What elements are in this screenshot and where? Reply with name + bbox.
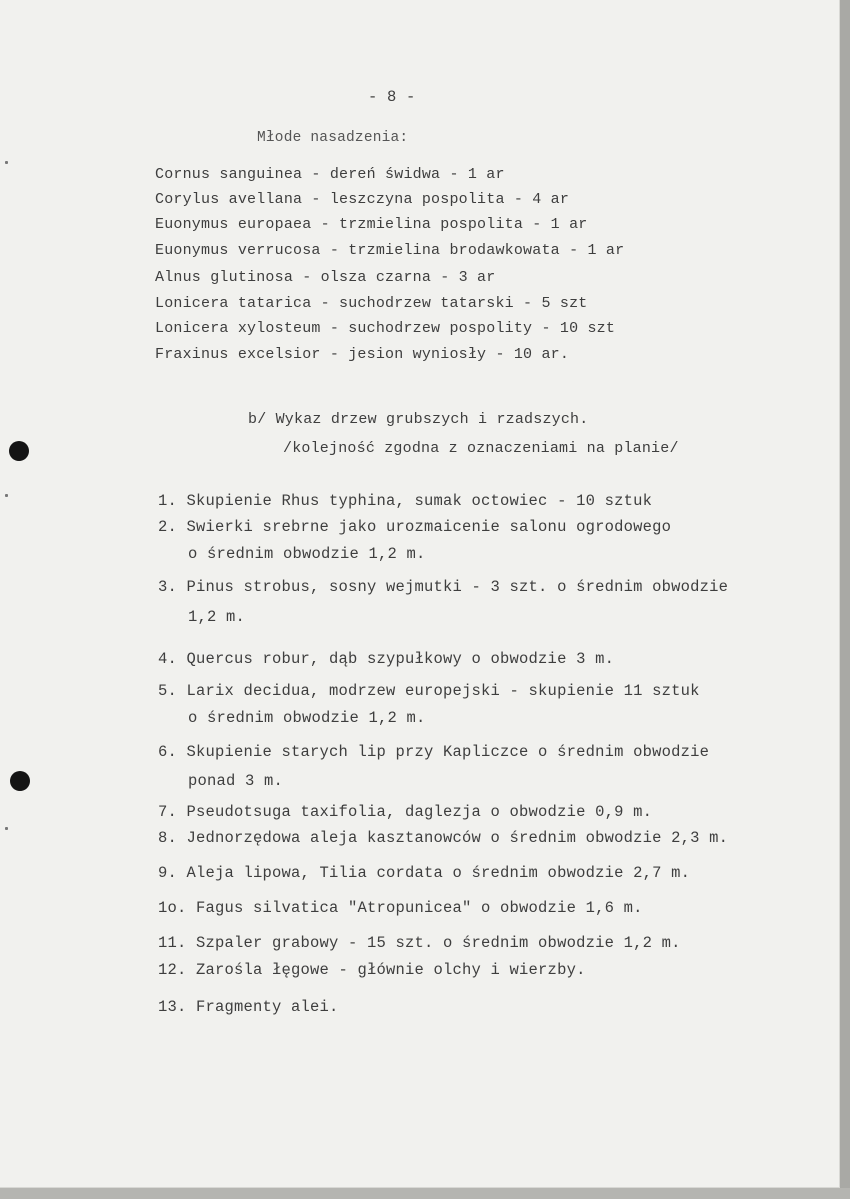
tree-item: 1o. Fagus silvatica "Atropunicea" o obwodzie 1,6 m. (158, 899, 643, 917)
paper-speck (5, 161, 8, 164)
subsection-heading: b/ Wykaz drzew grubszych i rzadszych. (248, 411, 589, 428)
punch-hole (9, 441, 29, 461)
tree-item: 13. Fragmenty alei. (158, 998, 339, 1016)
tree-item: 3. Pinus strobus, sosny wejmutki - 3 szt. o średnim obwodzie (158, 578, 729, 596)
tree-item: 5. Larix decidua, modrzew europejski - skupienie 11 sztuk (158, 682, 700, 700)
tree-item: 4. Quercus robur, dąb szypułkowy o obwodzie 3 m. (158, 650, 615, 668)
page-number: - 8 - (368, 88, 416, 106)
tree-item: 1. Skupienie Rhus typhina, sumak octowiec - 10 sztuk (158, 492, 653, 510)
tree-item-continuation: o średnim obwodzie 1,2 m. (188, 545, 426, 563)
planting-line: Alnus glutinosa - olsza czarna - 3 ar (155, 269, 496, 286)
paper-speck (5, 827, 8, 830)
planting-line: Fraxinus excelsior - jesion wyniosły - 10 ar. (155, 346, 570, 363)
scan-edge-right (840, 0, 850, 1199)
planting-line: Lonicera tatarica - suchodrzew tatarski - 5 szt (155, 295, 588, 312)
tree-item: 2. Swierki srebrne jako urozmaicenie salonu ogrodowego (158, 518, 672, 536)
tree-item-continuation: ponad 3 m. (188, 772, 284, 790)
planting-line: Lonicera xylosteum - suchodrzew pospolity - 10 szt (155, 320, 616, 337)
tree-item: 11. Szpaler grabowy - 15 szt. o średnim obwodzie 1,2 m. (158, 934, 681, 952)
tree-item: 8. Jednorzędowa aleja kasztanowców o średnim obwodzie 2,3 m. (158, 829, 729, 847)
tree-item-continuation: 1,2 m. (188, 608, 246, 626)
tree-item: 6. Skupienie starych lip przy Kapliczce o średnim obwodzie (158, 743, 710, 761)
punch-hole (10, 771, 30, 791)
tree-item: 12. Zarośla łęgowe - głównie olchy i wierzby. (158, 961, 586, 979)
planting-line: Cornus sanguinea - dereń świdwa - 1 ar (155, 166, 505, 183)
paper-speck (5, 494, 8, 497)
planting-line: Euonymus verrucosa - trzmielina brodawkowata - 1 ar (155, 242, 625, 259)
planting-line: Corylus avellana - leszczyna pospolita - 4 ar (155, 191, 570, 208)
section-heading: Młode nasadzenia: (257, 130, 409, 146)
planting-line: Euonymus europaea - trzmielina pospolita - 1 ar (155, 216, 588, 233)
subsection-note: /kolejność zgodna z oznaczeniami na planie/ (283, 440, 679, 457)
tree-item-continuation: o średnim obwodzie 1,2 m. (188, 709, 426, 727)
scan-edge-bottom (0, 1188, 850, 1199)
tree-item: 9. Aleja lipowa, Tilia cordata o średnim obwodzie 2,7 m. (158, 864, 691, 882)
tree-item: 7. Pseudotsuga taxifolia, daglezja o obwodzie 0,9 m. (158, 803, 653, 821)
